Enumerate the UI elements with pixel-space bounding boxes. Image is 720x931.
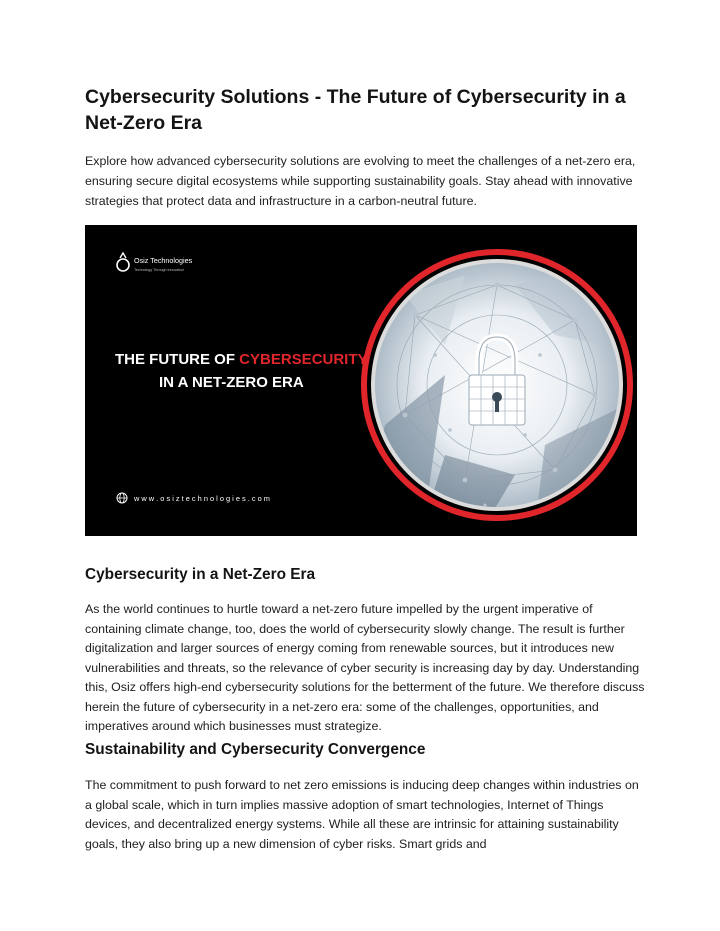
section-paragraph: As the world continues to hurtle toward a net-zero future impelled by the urgent imperative of containing climate change, too, does the world of cybersecurity slowly change. The result is further digitalization and larger sources of energy coming from renewable sources, but it introduces new vulnerabilities and threats, so the relevance of cyber security is increasing day by day. Understanding this, Osiz offers high-end cybersecurity solutions for the betterment of the future. We therefore discuss herein the future of cybersecurity in a net-zero era: some of the challenges, opportunities, and imperatives around which businesses must strategize. <box>85 602 645 733</box>
brand-name: Osiz Technologies <box>134 256 193 265</box>
banner-headline-line2: IN A NET-ZERO ERA <box>159 374 304 391</box>
banner-graphic <box>85 225 637 536</box>
document-title: Cybersecurity Solutions - The Future of Cybersecurity in a Net-Zero Era <box>85 86 626 134</box>
section-heading: Cybersecurity in a Net-Zero Era <box>85 566 316 583</box>
globe-icon <box>117 493 127 503</box>
section-paragraph: The commitment to push forward to net zero emissions is inducing deep changes within industries on a global scale, which in turn implies massive adoption of smart technologies, Internet of Things devices, and decentralized energy systems. While all these are intrinsic for attaining sustainability goals, they also bring up a new dimension of cyber risks. Smart grids and <box>85 778 639 851</box>
osiz-logo <box>117 253 129 271</box>
intro-paragraph: Explore how advanced cybersecurity solutions are evolving to meet the challenges of a net-zero era, ensuring secure digital ecosystems while supporting sustainability goals. Stay ahead with innovative strategies that protect data and infrastructure in a carbon-neutral future. <box>85 154 636 208</box>
headline-highlight: CYBERSECURITY <box>239 351 368 368</box>
brand-tagline: Technology Through Innovation <box>134 268 185 272</box>
website-url: w w w . o s i z t e c h n o l o g i e s . c o m <box>134 494 270 503</box>
section-heading: Sustainability and Cybersecurity Convergence <box>85 741 426 758</box>
banner-headline-line1 <box>115 351 368 368</box>
headline-part1: THE FUTURE OF <box>115 351 240 368</box>
banner-image <box>85 225 637 536</box>
